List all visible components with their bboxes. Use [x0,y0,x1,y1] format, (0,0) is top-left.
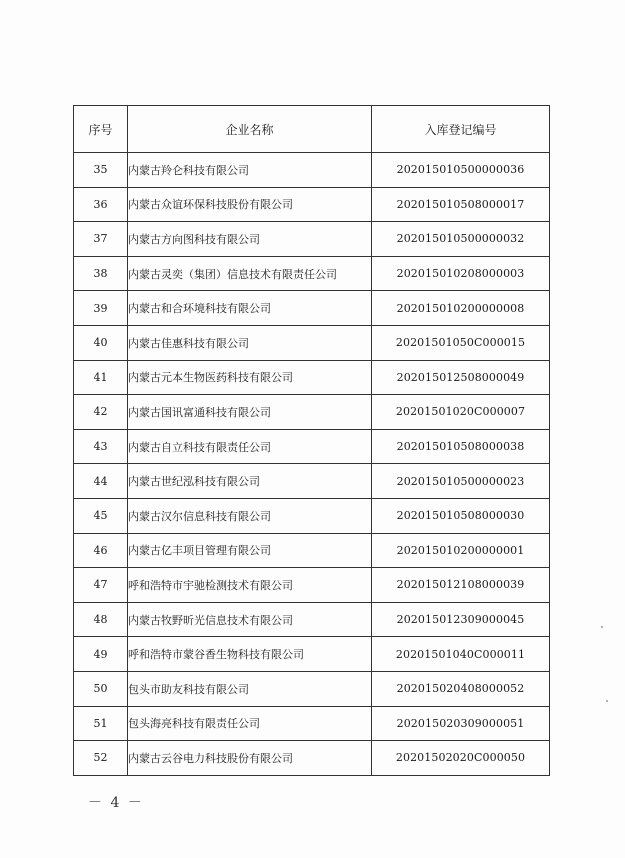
cell-registration-code: 20201501050C000015 [372,325,550,360]
cell-serial-number: 51 [74,706,128,741]
table-row [74,325,550,360]
cell-company-name: 呼和浩特市宇驰检测技术有限公司 [128,568,372,603]
cell-company-name: 呼和浩特市蒙谷香生物科技有限公司 [128,637,372,672]
cell-serial-number: 48 [74,602,128,637]
table-row [74,602,550,637]
cell-registration-code: 202015010508000030 [372,498,550,533]
table-row [74,429,550,464]
cell-registration-code: 20201502020C000050 [372,741,550,776]
cell-registration-code: 202015020309000051 [372,706,550,741]
cell-registration-code: 202015010508000038 [372,429,550,464]
cell-registration-code: 202015010200000001 [372,533,550,568]
cell-serial-number: 47 [74,568,128,603]
cell-registration-code: 202015010500000023 [372,464,550,499]
cell-serial-number: 39 [74,291,128,326]
header-registration-code: 入库登记编号 [372,106,550,153]
cell-registration-code: 202015010508000017 [372,187,550,222]
cell-serial-number: 38 [74,256,128,291]
cell-registration-code: 202015010500000032 [372,222,550,257]
table-row [74,153,550,188]
table-row [74,360,550,395]
table-row [74,187,550,222]
cell-serial-number: 45 [74,498,128,533]
scan-speck [606,700,608,702]
table-row [74,671,550,706]
table-row [74,498,550,533]
cell-company-name: 内蒙古和合环境科技有限公司 [128,291,372,326]
cell-company-name: 内蒙古牧野昕光信息技术有限公司 [128,602,372,637]
cell-serial-number: 44 [74,464,128,499]
cell-registration-code: 202015010500000036 [372,153,550,188]
cell-serial-number: 42 [74,395,128,430]
table-row [74,222,550,257]
cell-company-name: 内蒙古自立科技有限责任公司 [128,429,372,464]
table-row [74,464,550,499]
cell-company-name: 包头市助友科技有限公司 [128,671,372,706]
cell-company-name: 包头海亮科技有限责任公司 [128,706,372,741]
cell-company-name: 内蒙古汉尔信息科技有限公司 [128,498,372,533]
header-serial-number: 序号 [74,106,128,153]
cell-serial-number: 43 [74,429,128,464]
table-row [74,706,550,741]
cell-company-name: 内蒙古灵奕（集团）信息技术有限责任公司 [128,256,372,291]
cell-company-name: 内蒙古方向图科技有限公司 [128,222,372,257]
cell-registration-code: 202015010200000008 [372,291,550,326]
cell-serial-number: 35 [74,153,128,188]
cell-serial-number: 50 [74,671,128,706]
table-row [74,568,550,603]
table-row [74,741,550,776]
cell-serial-number: 49 [74,637,128,672]
table-row [74,533,550,568]
cell-company-name: 内蒙古众谊环保科技股份有限公司 [128,187,372,222]
cell-registration-code: 202015010208000003 [372,256,550,291]
cell-serial-number: 41 [74,360,128,395]
table-row [74,291,550,326]
table-body [74,153,550,776]
cell-company-name: 内蒙古亿丰项目管理有限公司 [128,533,372,568]
cell-serial-number: 36 [74,187,128,222]
cell-serial-number: 46 [74,533,128,568]
header-company-name: 企业名称 [128,106,372,153]
cell-registration-code: 20201501040C000011 [372,637,550,672]
cell-company-name: 内蒙古国讯富通科技有限公司 [128,395,372,430]
table-row [74,395,550,430]
cell-company-name: 内蒙古世纪泓科技有限公司 [128,464,372,499]
cell-registration-code: 202015012309000045 [372,602,550,637]
page-number: － 4 － [88,795,144,811]
cell-serial-number: 52 [74,741,128,776]
cell-serial-number: 40 [74,325,128,360]
cell-company-name: 内蒙古佳惠科技有限公司 [128,325,372,360]
cell-registration-code: 20201501020C000007 [372,395,550,430]
table-header-row [74,106,550,153]
cell-company-name: 内蒙古羚仑科技有限公司 [128,153,372,188]
table-row [74,256,550,291]
scan-speck [601,626,603,628]
cell-company-name: 内蒙古元本生物医药科技有限公司 [128,360,372,395]
registration-table [73,105,550,776]
cell-registration-code: 202015020408000052 [372,671,550,706]
cell-serial-number: 37 [74,222,128,257]
table-row [74,637,550,672]
cell-registration-code: 202015012508000049 [372,360,550,395]
cell-registration-code: 202015012108000039 [372,568,550,603]
cell-company-name: 内蒙古云谷电力科技股份有限公司 [128,741,372,776]
